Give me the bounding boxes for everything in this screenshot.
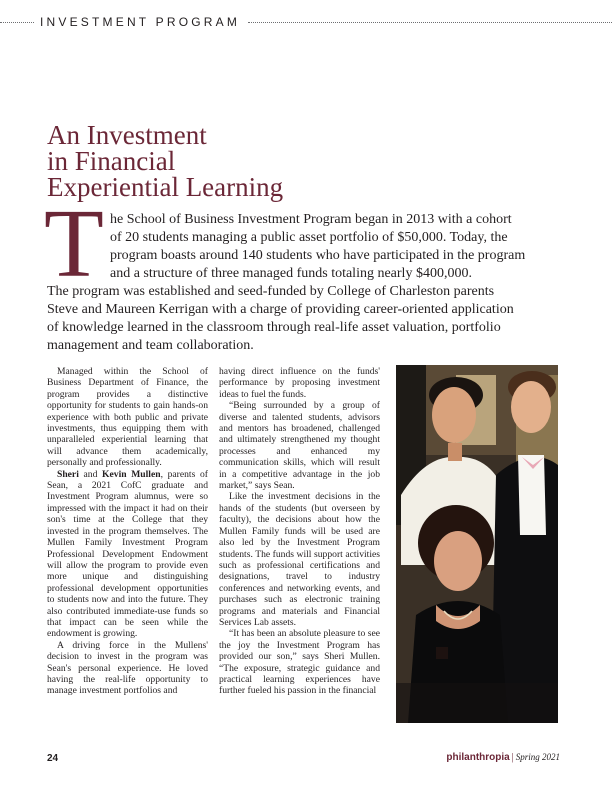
paragraph xyxy=(47,469,208,640)
title-line: in Financial xyxy=(47,146,176,176)
body-column-1 xyxy=(47,366,208,697)
paragraph: Managed within the School of Business Department of Finance, the program provides a distinctive opportunity for students to gain hands-on experience with both public and private investments, thus equipping them with unparalleled experiential learning that will advance them academically, personally and professionally. xyxy=(47,366,208,469)
body-column-2 xyxy=(219,366,380,697)
name-sheri: Sheri xyxy=(57,468,79,480)
title-line: Experiential Learning xyxy=(47,172,284,202)
intro-line: of 20 students managing a public asset portfolio of $50,000. Today, the xyxy=(110,230,508,245)
intro-line: he School of Business Investment Program began in 2013 with a cohort xyxy=(110,212,512,227)
family-photo xyxy=(396,365,558,723)
header-rule-right xyxy=(248,22,612,23)
paragraph: “Being surrounded by a group of diverse and talented students, advisors and mentors has broadened, challenged and ultimately strengthened my thought processes and enhanced my communication skills, which will result in a competitive advantage in the job market,” says Sean. xyxy=(219,400,380,492)
footer-separator: | xyxy=(511,752,514,763)
header-rule-left xyxy=(0,22,34,23)
intro-line: management and team collaboration. xyxy=(47,338,254,353)
section-label: INVESTMENT PROGRAM xyxy=(40,15,241,29)
intro-line: of knowledge learned in the classroom through real-life asset valuation, portfolio xyxy=(47,320,501,335)
paragraph: having direct influence on the funds' performance by proposing investment ideas to fuel the funds. xyxy=(219,366,380,400)
drop-cap: T xyxy=(44,190,104,298)
intro-line: The program was established and seed-funded by College of Charleston parents xyxy=(47,284,495,299)
family-photo-illustration xyxy=(396,365,558,723)
intro-line: and a structure of three managed funds totaling nearly $400,000. xyxy=(110,266,472,281)
text: and xyxy=(78,468,103,480)
footer-magazine xyxy=(446,752,560,763)
title-line: An Investment xyxy=(47,120,207,150)
magazine-name: philanthropia xyxy=(446,752,510,763)
name-kevin: Kevin Mullen xyxy=(102,468,161,480)
paragraph: A driving force in the Mullens' decision to invest in the program was Sean's personal experience. He loved having the real-life opportunity to manage investment portfolios and xyxy=(47,639,208,697)
article-title xyxy=(47,122,347,200)
intro-line: Steve and Maureen Kerrigan with a charge of providing career-oriented application xyxy=(47,302,514,317)
paragraph: Like the investment decisions in the hands of the students (but overseen by faculty), the decisions about how the Mullen Family funds will be used are also led by the Investment Program students. The funds will support activities such as professional certifications and designations, travel to industry conferences and networking events, and purchases such as electronic training programs and materials and Financial Services Lab assets. xyxy=(219,491,380,628)
paragraph: “It has been an absolute pleasure to see the joy the Investment Program has provided our son,” says Sheri Mullen. “The exposure, strategic guidance and practical learning experiences have further fueled his passion in the financial xyxy=(219,628,380,697)
text: , parents of Sean, a 2021 CofC graduate and Investment Program alumnus, were so impressed with the impact it had on their son's time at the College that they invested in the program themselves. The Mullen Family Investment Program Professional Development Endowment will allow the program to provide even more unique and distinguishing professional development opportunities to students now and into the future. They also contributed immediate-use funds so that impact can be seen while the endowment is growing. xyxy=(47,468,208,640)
issue-label: Spring 2021 xyxy=(515,752,560,762)
page-number: 24 xyxy=(47,753,59,764)
intro-line: program boasts around 140 students who have participated in the program xyxy=(110,248,526,263)
